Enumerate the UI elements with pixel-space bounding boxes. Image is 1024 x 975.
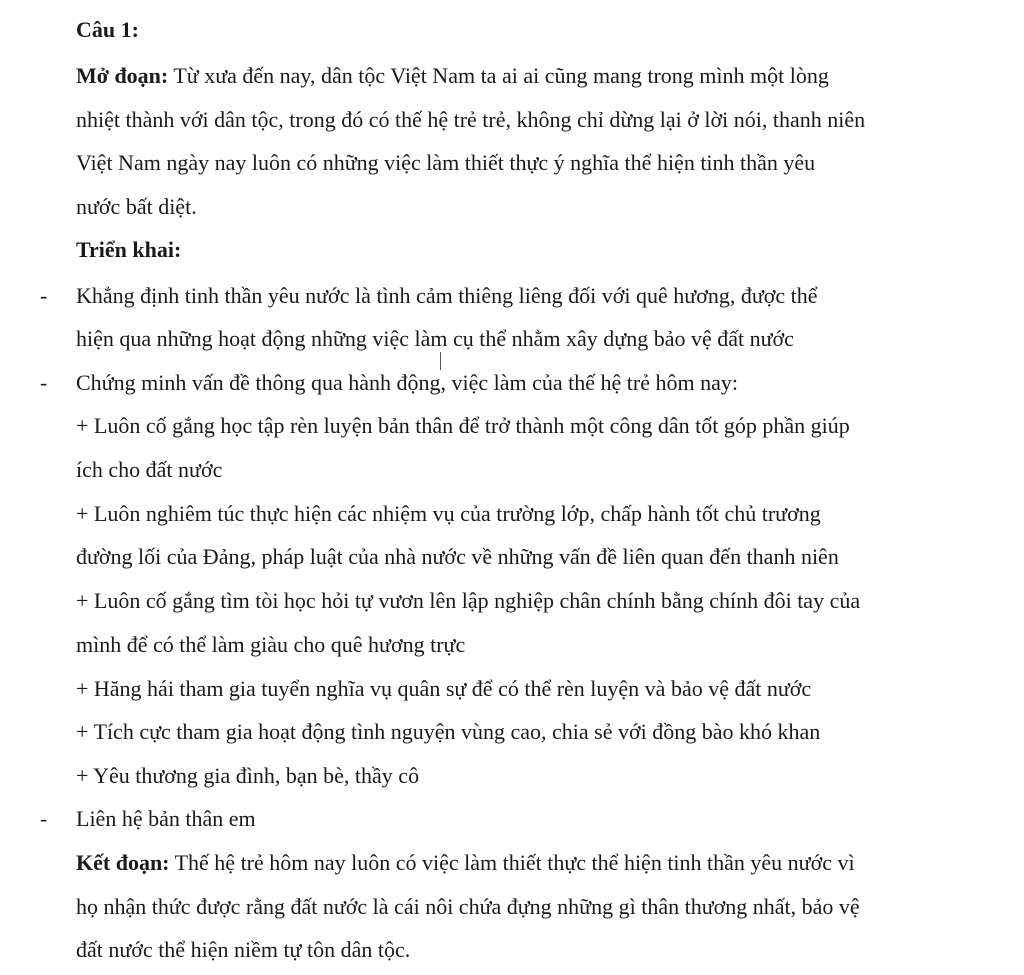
point-2: Chứng minh vấn đề thông qua hành động, việc làm của thế hệ trẻ hôm nay: <box>76 370 738 395</box>
intro-line-3: Việt Nam ngày nay luôn có những việc làm thiết thực ý nghĩa thể hiện tinh thần yêu <box>76 150 816 175</box>
sub-2-line-1: + Luôn nghiêm túc thực hiện các nhiệm vụ của trường lớp, chấp hành tốt chủ trương <box>76 501 821 526</box>
sub-3-line-2: mình để có thể làm giàu cho quê hương trực <box>76 632 466 657</box>
sub-1-line-1: + Luôn cố gắng học tập rèn luyện bản thân để trở thành một công dân tốt góp phần giúp <box>76 413 850 438</box>
conclusion-line-1: Kết đoạn: Thế hệ trẻ hôm nay luôn có việc làm thiết thực thể hiện tinh thần yêu nước vì <box>76 850 855 875</box>
sub-1-line-2: ích cho đất nước <box>76 457 223 482</box>
intro-line-4: nước bất diệt. <box>76 194 197 219</box>
point-1-line-2: hiện qua những hoạt động những việc làm cụ thể nhằm xây dựng bảo vệ đất nước <box>76 326 794 351</box>
intro-line-2: nhiệt thành với dân tộc, trong đó có thế hệ trẻ trẻ, không chỉ dừng lại ở lời nói, thanh niên <box>76 107 866 132</box>
conclusion-line-3: đất nước thể hiện niềm tự tôn dân tộc. <box>76 937 411 962</box>
dash-bullet: - <box>40 283 48 308</box>
sub-3-line-1: + Luôn cố gắng tìm tòi học hỏi tự vươn lên lập nghiệp chân chính bằng chính đôi tay của <box>76 588 861 613</box>
conclusion-line-2: họ nhận thức được rằng đất nước là cái nôi chứa đựng những gì thân thương nhất, bảo vệ <box>76 894 860 919</box>
dash-bullet: - <box>40 806 48 831</box>
intro-label: Mở đoạn: <box>76 63 169 88</box>
question-heading: Câu 1: <box>76 17 139 42</box>
text-cursor <box>440 352 441 370</box>
dash-bullet: - <box>40 370 48 395</box>
intro-line-1: Mở đoạn: Từ xưa đến nay, dân tộc Việt Nam ta ai ai cũng mang trong mình một lòng <box>76 63 829 88</box>
conclusion-label: Kết đoạn: <box>76 850 170 875</box>
body-label: Triển khai: <box>76 237 182 262</box>
sub-2-line-2: đường lối của Đảng, pháp luật của nhà nước về những vấn đề liên quan đến thanh niên <box>76 544 839 569</box>
point-3: Liên hệ bản thân em <box>76 806 256 831</box>
sub-5: + Tích cực tham gia hoạt động tình nguyện vùng cao, chia sẻ với đồng bào khó khan <box>76 719 821 744</box>
sub-4: + Hăng hái tham gia tuyển nghĩa vụ quân sự để có thể rèn luyện và bảo vệ đất nước <box>76 676 812 701</box>
point-1-line-1: Khẳng định tinh thần yêu nước là tình cảm thiêng liêng đối với quê hương, được thể <box>76 283 818 308</box>
sub-6: + Yêu thương gia đình, bạn bè, thầy cô <box>76 763 420 788</box>
